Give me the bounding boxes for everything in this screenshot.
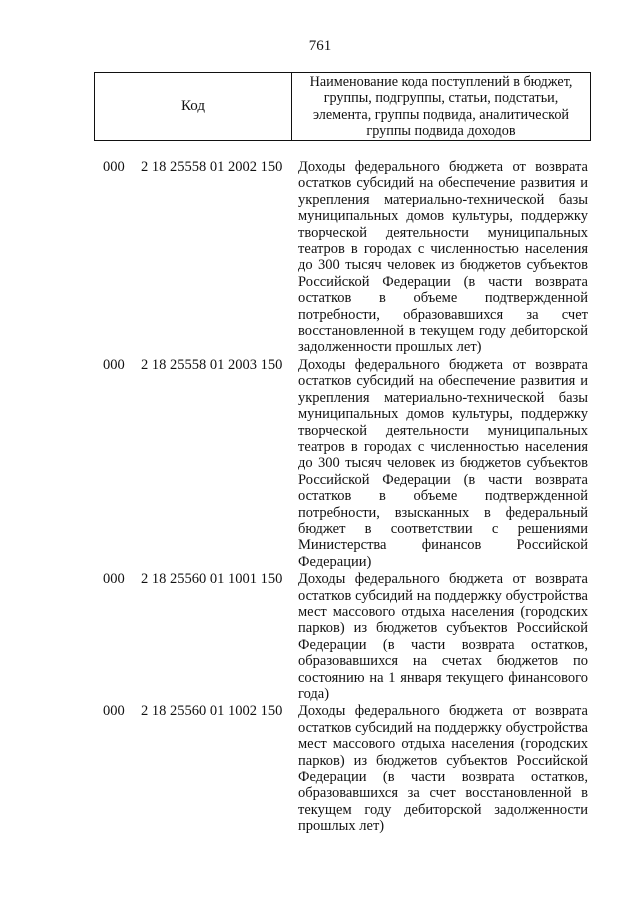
- row-admin-code: 000: [103, 571, 125, 588]
- row-description: Доходы федерального бюджета от возврата остатков субсидий на обеспечение развития и укрепления материально-технической базы муниципальных домов культуры, поддержку творческой деятельности муниципальных театров в городах с численностью населения до 300 тысяч человек из бюджетов субъектов Российской Федерации (в части возврата остатков в объеме подтвержденной потребности, образовавшихся за счет восстановленной в текущем году дебиторской задолженности прошлых лет): [298, 159, 588, 356]
- row-revenue-code: 2 18 25558 01 2002 150: [141, 159, 283, 175]
- row-description: Доходы федерального бюджета от возврата остатков субсидий на поддержку обустройства мест массового отдыха населения (городских парков) из бюджетов субъектов Российской Федерации (в части возврата остатков, образовавшихся на счетах бюджетов по состоянию на 1 января текущего финансового года): [298, 571, 588, 702]
- header-name-column: Наименование кода поступлений в бюджет, группы, подгруппы, статьи, подстатьи, элемента, группы подвида, аналитической группы подвида доходов: [309, 73, 573, 139]
- table-row: [0, 703, 640, 834]
- table-row: [0, 159, 640, 356]
- row-admin-code: 000: [103, 356, 125, 373]
- page-number: 761: [308, 38, 332, 54]
- table-header: [94, 72, 591, 141]
- row-revenue-code: 2 18 25558 01 2003 150: [141, 356, 283, 373]
- header-code-column: Код: [95, 73, 292, 140]
- code-list: [0, 159, 640, 835]
- row-revenue-code: 2 18 25560 01 1001 150: [141, 571, 283, 588]
- row-description: Доходы федерального бюджета от возврата остатков субсидий на поддержку обустройства мест массового отдыха населения (городских парков) из бюджетов субъектов Российской Федерации (в части возврата остатков, образовавшихся за счет восстановленной в текущем году дебиторской задолженности прошлых лет): [298, 703, 588, 835]
- row-revenue-code: 2 18 25560 01 1002 150: [141, 703, 283, 720]
- row-admin-code: 000: [103, 703, 125, 720]
- row-admin-code: 000: [103, 159, 125, 175]
- table-row: [0, 571, 640, 702]
- row-description: Доходы федерального бюджета от возврата остатков субсидий на обеспечение развития и укрепления материально-технической базы муниципальных домов культуры, поддержку творческой деятельности муниципальных театров в городах с численностью населения до 300 тысяч человек из бюджетов субъектов Российской Федерации (в части возврата остатков в объеме подтвержденной потребности, взысканных в федеральный бюджет в соответствии с решениями Министерства финансов Российской Федерации): [298, 356, 588, 570]
- table-row: [0, 357, 640, 570]
